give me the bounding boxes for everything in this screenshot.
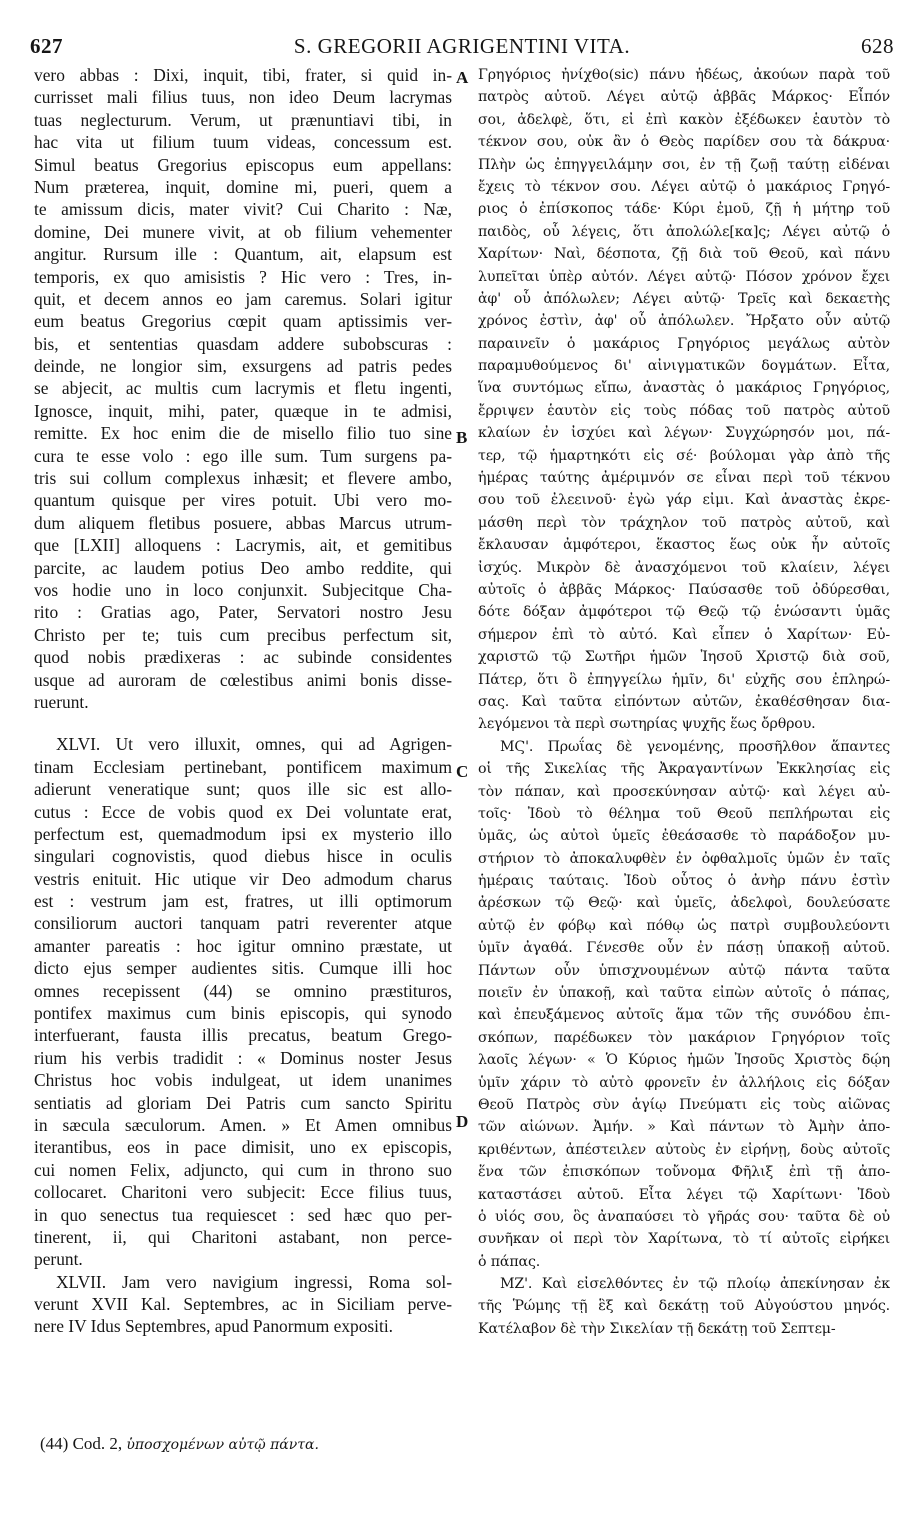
latin-text-line: dicto ejus semper audientes sitis. Cumque illi hoc [34,958,452,979]
latin-text-line: quit, et decem annos eo jam caremus. Solari igitur [34,288,452,309]
latin-text-line: quantum quisque per vires potuit. Ubi vero mo- [34,490,452,511]
greek-text-line: ὑμῖν χάριν τὸ αὐτὸ φρονεῖν ἐν ἀλλήλοις εἰς δόξαν [478,1074,890,1091]
greek-text-line: αὐτῷ ἐν φόβῳ καὶ πόθῳ ὡς πατρὶ συμβουλεύοντι [478,917,890,934]
latin-text-line: vestris enituit. Hic utique vir Deo admodum charus [34,868,452,889]
latin-text-line: tinam Ecclesiam pertinebant, pontificem maximum [34,756,452,777]
latin-text-line: omnes recepissent (44) se omnino præstituros, [34,980,452,1001]
latin-text-line: rito : Gratias ago, Pater, Servatori nostro Jesu [34,602,452,623]
latin-text-line: tris sui collum complexus inhæsit; et flevere ambo, [34,468,452,489]
latin-text-line: consiliorum auctori tanquam patri reverenter atque [34,913,452,934]
greek-text-line: συνῆκαν οἱ περὶ τὸν Χαρίτωνα, τὸ τί αὐτοῖς εἰρήκει [478,1231,890,1248]
latin-text-line: ruerunt. [34,691,89,712]
greek-text-line: μάσθη περὶ τὸν τράχηλον τοῦ πατρὸς αὐτοῦ, καὶ [478,514,890,531]
greek-text-line: χρόνος ἐστὶν, ἀφ' οὗ ἀπόλωλεν. Ἤρξατο οὖν αὐτῷ [478,313,890,330]
greek-text-line: καταστάσει αὐτοῦ. Εἶτα λέγει τῷ Χαρίτωνι· Ἰδοὺ [478,1186,890,1203]
latin-text-line: singulari cognovistis, quod diebus hisce in oculis [34,846,452,867]
latin-text-line: deinde, ne longior sim, exsurgens ad patris pedes [34,356,452,377]
greek-text-line: τῆς Ῥώμης τῇ ἓξ καὶ δεκάτῃ τοῦ Αὐγούστου μηνός. [478,1298,890,1315]
greek-text-line: σου τοῦ ἐλεεινοῦ· ἐγὼ γάρ εἰμι. Καὶ ἀναστὰς ἐκρε- [478,492,890,509]
latin-text-line: in quo senectus tua requiescet : sed hæc quo per- [34,1204,452,1225]
greek-text-line: τερ, τῷ ἡμαρτηκότι εἰς σέ· βούλομαι γὰρ ἀπὸ τῆς [478,447,890,464]
latin-text-line: hac vita ut filium tuum videas, concessum est. [34,132,452,153]
latin-text-line: eum beatus Gregorius cœpit quam aptissimis ver- [34,311,452,332]
greek-text-line: Κατέλαβον δὲ τὴν Σικελίαν τῇ δεκάτῃ τοῦ Σεπτεμ- [478,1320,836,1337]
greek-text-line: ΜϚ'. Πρωΐας δὲ γενομένης, προσῆλθον ἅπαντες [500,738,890,755]
running-header [30,34,894,60]
latin-text-line: usque ad auroram de cœlestibus animi bonis disse- [34,669,452,690]
greek-text-line: ἕνα τῶν ἐπισκόπων τοὔνομα Φῆλιξ ἐπὶ τῇ ἀπο- [478,1164,890,1181]
greek-text-line: τῶν αἰώνων. Ἀμήν. » Καὶ πάντων τὸ Ἀμὴν ἀπο- [478,1119,890,1136]
latin-text-line: Ignosce, inquit, mihi, pater, quæque in te admisi, [34,400,452,421]
greek-text-line: σκόπων, παρέδωκεν τὸν μακάριον Γρηγόριον τοῖς [478,1029,890,1046]
greek-text-line: ἔχεις τὸ τέκνον σου. Λέγει αὐτῷ ὁ μακάριος Γρηγό- [478,178,890,195]
greek-text-line: τέκνον σου, οὐκ ἂν ὁ Θεὸς παρίδεν σου τὰ δάκρυα· [478,134,890,151]
latin-text-line: collocaret. Charitoni vero subjecit: Ecce filius tuus, [34,1182,452,1203]
latin-text-line: XLVI. Ut vero illuxit, omnes, qui ad Agrigen- [56,734,452,755]
latin-text-line: cura te esse volo : ego ille sum. Tum surgens pa- [34,445,452,466]
greek-text-line: ἀφ' οὗ ἀπόλωλεν; Λέγει αὐτῷ· Τρεῖς καὶ δεκαετὴς [478,290,890,307]
greek-text-line: Θεοῦ Πατρὸς σὺν ἁγίῳ Πνεύματι εἰς τοὺς αἰῶνας [478,1096,890,1113]
greek-text-line: Πλὴν ὡς ἐπηγγειλάμην σοι, ἐν τῇ ζωῇ ταύτῃ εἰδέναι [478,156,890,173]
greek-text-line: Γρηγόριος ἠνίχθο(sic) πάνυ ἡδέως, ἀκούων παρὰ τοῦ [478,67,890,83]
greek-text-line: λυπεῖται ὑπὲρ αὐτόν. Λέγει αὐτῷ· Πόσον χρόνον ἔχει [478,268,890,285]
latin-text-line: vos hodie uno in loco conjunxit. Subjecitque Cha- [34,579,452,600]
left-page-number: 627 [30,34,63,58]
greek-text-line: ἡμέραις ταύταις. Ἰδοὺ οὗτος ὁ ἀνὴρ πάνυ ἐστὶν [478,873,890,890]
greek-text-line: πατρὸς αὐτοῦ. Λέγει αὐτῷ ἀββᾶς Μάρκος· Εἶπόν [478,89,890,106]
latin-text-line: bis, et sententias quasdam addere subobscuras : [34,333,452,354]
greek-text-line: ὑμᾶς, ὡς αὐτοὶ ὑμεῖς ἐθεάσασθε τὸ παράδοξον μυ- [478,828,890,845]
margin-marker-d: D [456,1112,469,1131]
margin-marker-b: B [456,428,468,447]
greek-text-line: ἡμέρας ταύτης ἀμέριμνόν σε εἶναι περὶ τοῦ τέκνου [478,470,890,487]
latin-text-line: domine, Dei munere vivit, at ob filium vehementer [34,221,452,242]
right-page-number: 628 [861,34,894,58]
latin-text-line: sentiatis ad gloriam Dei Patris cum sancto Spiritu [34,1092,452,1113]
greek-text-line: ὁ πάπας. [478,1253,541,1270]
footnote-label: (44) Cod. 2, [40,1434,123,1453]
latin-text-line: vero abbas : Dixi, inquit, tibi, frater, si quid in- [34,65,452,85]
latin-text-line: dum aliquem fletibus posuere, abbas Marcus utrum- [34,512,452,533]
latin-text-line: Christus hoc vobis indulgeat, ut idem unanimes [34,1070,452,1091]
latin-text-line: quod nobis prædixeras : ac subinde considentes [34,647,452,668]
latin-text-line: iterantibus, eos in pace dimisit, uno ex episcopis, [34,1137,452,1158]
greek-text-line: ἔρριψεν ἑαυτὸν εἰς τοὺς πόδας τοῦ πατρὸς αὐτοῦ [478,402,890,419]
greek-text-line: ἔκλαυσαν ἀμφότεροι, ἕκαστος ἕως οὐκ ἦν αὐτοῖς [478,537,890,554]
latin-text-line: te amissum dicis, mater vivit? Cui Charito : Næ, [34,199,452,220]
latin-text-line: cutus : Ecce de vobis quod ex Dei voluntate erat, [34,801,452,822]
greek-text-line: σας. Καὶ ταῦτα εἰπόντων αὐτῶν, ἐκαθέσθησαν δια- [478,693,890,710]
footnote [40,1434,319,1454]
latin-text-line: remitte. Ex hoc enim die de misello filio tuo sine [34,423,452,444]
latin-text-line: nere IV Idus Septembres, apud Panormum expositi. [34,1316,394,1337]
greek-text-line: ποιεῖν ἐν ὑπακοῇ, καὶ ταῦτα εἰπὼν αὐτοῖς ὁ πάπας, [478,985,890,1002]
latin-text-line: interfuerant, fausta illis precatus, beatum Grego- [34,1025,452,1046]
greek-text-line: ὑμῖν ἀγαθά. Γένεσθε οὖν ἐν πάσῃ ὑπακοῇ αὐτοῦ. [478,940,890,957]
greek-text-line: Χαρίτων· Ναὶ, δέσποτα, ζῇ διὰ τοῦ Θεοῦ, καὶ πάνυ [478,246,890,263]
greek-text-line: ΜΖ'. Καὶ εἰσελθόντες ἐν τῷ πλοίῳ ἀπεκίνησαν ἐκ [500,1276,890,1293]
latin-text-line: verunt XVII Kal. Septembres, ac in Siciliam perve- [34,1294,452,1315]
greek-text-line: Πάντων οὖν ὑπισχνουμένων αὐτῷ πάντα ταῦτα [478,962,890,979]
latin-text-line: tuas neglecturum. Verum, ut prænuntiavi tibi, in [34,109,452,130]
latin-text-line: se abjecit, ac multis cum lacrymis et fletu ingenti, [34,378,452,399]
latin-text-line: Christo per te; tuis cum precibus perfectum sit, [34,624,452,645]
running-title: S. GREGORII AGRIGENTINI VITA. [293,34,631,58]
margin-marker-a: A [456,68,469,87]
latin-text-line: Num præterea, inquit, domine mi, pueri, quem a [34,176,452,197]
footnote-greek: ὑποσχομένων αὐτῷ πάντα. [126,1437,319,1453]
greek-text-line: αὐτοῖς ὁ ἀββᾶς Μάρκος· Παύσασθε τοῦ ὀδύρεσθαι, [478,581,890,598]
greek-text-line: λαοῖς λέγων· « Ὁ Κύριος ἡμῶν Ἰησοῦς Χριστὸς δῴη [478,1052,890,1069]
greek-text-line: Πάτερ, ὅτι ὃ ἐπηγγείλω ἡμῖν, δι' εὐχῆς σου ἐπληρώ- [478,671,890,688]
greek-column [478,64,890,1340]
latin-text-line: perfectum est, quemadmodum ipsi ex mysterio illo [34,823,452,844]
latin-text-line: cui nomen Felix, adjuncto, qui cum in throno suo [34,1159,452,1180]
greek-text-line: καὶ ἐπευξάμενος αὐτοῖς ἅμα τῶν τῆς συνόδου ἐπι- [478,1007,890,1024]
latin-text-line: tinerent, ii, qui Charitoni astabant, non perce- [34,1226,452,1247]
greek-text-line: κριθέντων, ἀπέστειλεν αὐτοὺς ἐν εἰρήνῃ, δοὺς αὐτοῖς [478,1141,890,1158]
greek-text-line: λεγόμενοι τὰ περὶ σωτηρίας ψυχῆς ἕως ὄρθρου. [478,716,816,733]
greek-text-line: ἰσχύς. Μικρὸν δὲ ἀνασχόμενοι τοῦ κλαίειν, λέγει [478,559,890,576]
latin-text-line: rium his verbis tradidit : « Dominus noster Jesus [34,1047,452,1068]
latin-text-line: currisset mali filius tuus, non ideo Deum lacrymas [34,87,452,108]
greek-text-line: ριος ὁ ἐπίσκοπος τάδε· Κύρι ἐμοῦ, ζῇ ἡ μήτηρ τοῦ [478,201,890,218]
greek-text-line: ὁ υἱός σου, ὃς ἀναπαύσει τὸ γῆράς σου· ταῦτα δὲ οὐ [478,1208,890,1225]
greek-text-line: ἵνα συντόμως εἴπω, ἀναστὰς ὁ μακάριος Γρηγόριος, [478,380,890,397]
latin-text-line: que [LXII] alloquens : Lacrymis, ait, et gemitibus [34,535,452,556]
greek-text-line: κλαίων ἐν ἰσχύει καὶ λέγων· Συγχώρησόν μοι, πά- [478,425,890,442]
latin-text-line: temporis, ex quo amisistis ? Hic vero : Tres, in- [34,266,452,287]
greek-text-line: παραμυθούμενος δι' αἰνιγματικῶν δογμάτων. Εἶτα, [478,358,890,375]
latin-text-line: amanter pareatis : hoc igitur omnino præstate, ut [34,935,452,956]
greek-text-line: παραινεῖν ὁ μακάριος Γρηγόριος μεγάλως αὐτὸν [478,335,890,352]
greek-text-line: στήριον τὸ ἀποκαλυφθὲν ἐν ὀφθαλμοῖς ὑμῶν ἐν ταῖς [478,850,890,867]
latin-text-line: in sæcula sæculorum. Amen. » Et Amen omnibus [34,1114,452,1135]
latin-text-line: pontifex maximus cum binis episcopis, qui synodo [34,1003,452,1024]
greek-text-line: παιδὸς, οὗ λέγεις, ὅτι ἀπολώλε[κα]ς; Λέγει αὐτῷ ὁ [478,223,890,240]
margin-marker-c: C [456,762,469,781]
greek-text-line: χαριστῶ τῷ Σωτῆρι ἡμῶν Ἰησοῦ Χριστῷ διὰ σοῦ, [478,649,890,666]
latin-text-line: est : vestrum jam est, fratres, ut illi optimorum [34,891,452,912]
latin-text-line: perunt. [34,1249,83,1270]
greek-text-line: σήμερον ἐπὶ τὸ αὐτό. Καὶ εἶπεν ὁ Χαρίτων· Εὐ- [478,626,890,643]
greek-text-line: οἱ τῆς Σικελίας τῆς Ἀκραγαντίνων Ἐκκλησίας εἰς [478,761,890,778]
latin-text-line: XLVII. Jam vero navigium ingressi, Roma sol- [56,1271,452,1292]
latin-column [34,64,452,1338]
greek-text-line: ἀρέσκων τῷ Θεῷ· καὶ ὑμεῖς, ἀδελφοὶ, δουλεύσατε [478,895,890,912]
latin-text-line: parcite, ac laudem potius Deo ambo reddite, qui [34,557,452,578]
greek-text-line: τοῖς· Ἰδοὺ τὸ θέλημα τοῦ Θεοῦ πεπλήρωται εἰς [478,805,890,822]
greek-text-line: σοι, ἀδελφὲ, ὅτι, εἰ ἐπὶ κακὸν ἐξέδωκεν ἑαυτὸν τὸ [478,111,890,128]
latin-text-line: Simul beatus Gregorius episcopus eum appellans: [34,154,452,175]
latin-text-line: angitur. Rursum ille : Quantum, ait, elapsum est [34,244,452,265]
greek-text-line: δότε δόξαν ἀμφότεροι τῷ Θεῷ τῷ ἑνώσαντι ὑμᾶς [478,604,890,621]
latin-text-line: adierunt veneratique sunt; quos ille sic est allo- [34,779,452,800]
latin-text-paragraph-gap [34,713,452,733]
greek-text-line: τὸν πάπαν, καὶ προσεκύνησαν αὐτῷ· καὶ λέγει αὐ- [478,783,890,800]
